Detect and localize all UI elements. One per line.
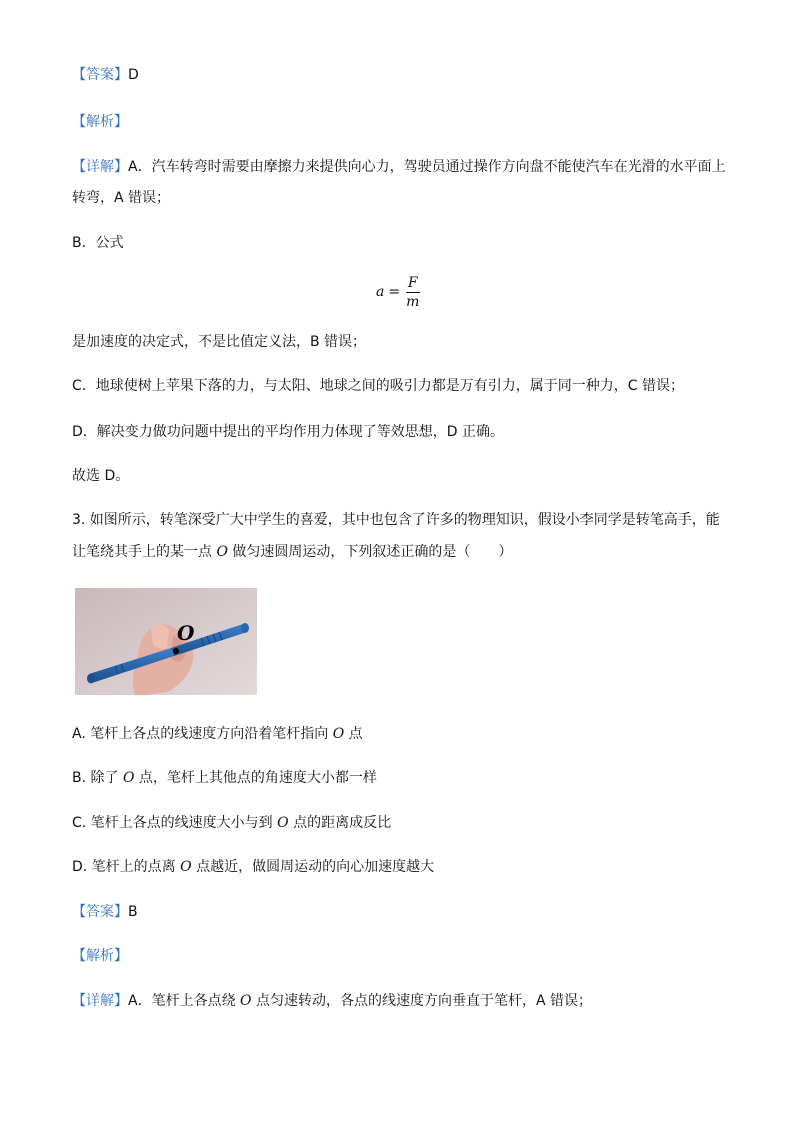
- q3-option-d: [72, 858, 434, 876]
- q2-d-line: D．解决变力做功问题中提出的平均作用力体现了等效思想，D 正确。: [72, 424, 505, 440]
- q3-detail-tag: 【详解】: [72, 993, 128, 1009]
- q3-option-a: [72, 725, 363, 743]
- q2-answer-line: [72, 66, 139, 84]
- q2-b-intro: B．公式: [72, 235, 124, 251]
- formula-lhs: a: [376, 284, 385, 300]
- q3-stem-line1: 3. 如图所示，转笔深受广大中学生的喜爱，其中也包含了许多的物理知识，假设小李同学是转笔高手，能: [72, 512, 720, 528]
- q3-option-c-o: O: [277, 815, 289, 831]
- q3-option-c-post: 点的距离成反比: [288, 815, 392, 831]
- q2-detail-a-line1: [72, 158, 726, 176]
- q3-option-b-post: 点，笔杆上其他点的角速度大小都一样: [134, 770, 377, 786]
- pen-right-cap: [241, 623, 249, 633]
- q3-option-d-o: O: [180, 859, 192, 875]
- q3-stem-text-a: 让笔绕其手上的某一点: [72, 544, 217, 560]
- q3-answer-value: B: [128, 904, 138, 920]
- q2-conclusion: 故选 D。: [72, 468, 130, 484]
- formula-fraction: [404, 275, 421, 310]
- acceleration-formula: [376, 272, 421, 312]
- q2-answer-value: D: [128, 67, 139, 83]
- pen-left-tip: [87, 674, 95, 684]
- q3-detail-line: [72, 992, 592, 1010]
- q3-option-a-o: O: [332, 726, 345, 742]
- q2-c-line: C．地球使树上苹果下落的力，与太阳、地球之间的吸引力都是万有引力，属于同一种力，C 错误；: [72, 378, 684, 394]
- q2-detail-a-text1: A．汽车转弯时需要由摩擦力来提供向心力，驾驶员通过操作方向盘不能使汽车在光滑的水平面上: [128, 159, 726, 175]
- q2-answer-tag: 【答案】: [72, 67, 128, 83]
- q2-analysis-line: [72, 113, 128, 131]
- formula-equals: =: [388, 284, 401, 300]
- q3-detail-o: O: [240, 993, 252, 1009]
- q3-option-b-pre: B. 除了: [72, 770, 123, 786]
- photo-label-o: O: [177, 621, 195, 645]
- q3-answer-line: [72, 903, 138, 921]
- q2-detail-tag: 【详解】: [72, 159, 128, 175]
- q2-detail-a-line2: 转弯，A 错误；: [72, 190, 171, 206]
- q3-option-c: [72, 814, 391, 832]
- q3-detail-post: 点匀速转动，各点的线速度方向垂直于笔杆，A 错误；: [251, 993, 592, 1009]
- q3-stem-point-o: O: [216, 544, 228, 560]
- q3-option-b-o: O: [122, 770, 135, 786]
- q3-analysis-tag: 【解析】: [72, 948, 128, 964]
- pen-spinning-photo: [75, 588, 257, 695]
- q2-b-result: 是加速度的决定式，不是比值定义法，B 错误；: [72, 334, 367, 350]
- q3-option-d-pre: D. 笔杆上的点离: [72, 859, 181, 875]
- q2-analysis-tag: 【解析】: [72, 114, 128, 130]
- q3-option-c-pre: C. 笔杆上各点的线速度大小与到: [72, 815, 278, 831]
- rotation-point-dot: [173, 648, 179, 654]
- formula-fraction-bar: [406, 292, 420, 293]
- q3-option-a-post: 点: [344, 726, 363, 742]
- q3-option-d-post: 点越近，做圆周运动的向心加速度越大: [191, 859, 435, 875]
- q3-option-a-pre: A. 笔杆上各点的线速度方向沿着笔杆指向: [72, 726, 333, 742]
- q3-stem-text-b: 做匀速圆周运动，下列叙述正确的是（ ）: [227, 544, 513, 560]
- q3-detail-pre: A．笔杆上各点绕: [128, 993, 241, 1009]
- q3-option-b: [72, 769, 377, 787]
- q3-answer-tag: 【答案】: [72, 904, 128, 920]
- formula-numerator: F: [407, 274, 418, 291]
- formula-denominator: m: [406, 293, 420, 310]
- q3-analysis-line: [72, 947, 128, 965]
- q3-stem-line2: [72, 543, 512, 561]
- pen-spinning-illustration: [75, 588, 257, 695]
